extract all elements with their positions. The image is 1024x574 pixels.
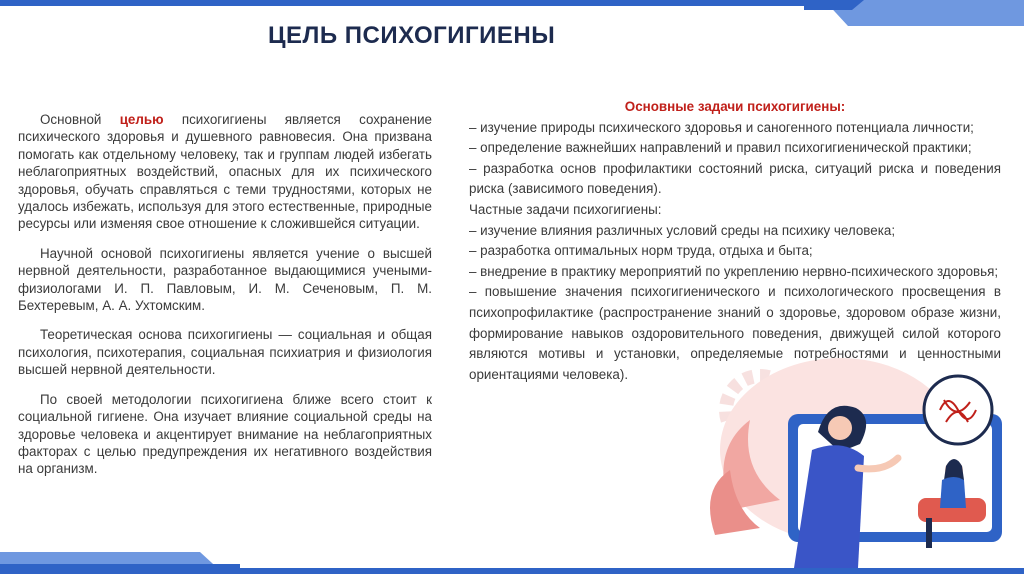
task-line: – повышение значения психогигиенического и психологического просвещения в психопрофилактике (распространение знаний о здоровье, здоровом образе жизни, формирование навыков оздоровительного поведения, движущей силой которого являются мотивы и установки, определяемые потребностями и ценностными ориентациями человека).: [469, 284, 1001, 382]
right-text-column: [469, 97, 1001, 385]
speech-bubble-icon: [924, 376, 992, 444]
task-line: – внедрение в практику мероприятий по укреплению нервно-психического здоровья;: [469, 263, 999, 279]
paragraph-goal: Основной целью психогигиены является сохранение психического здоровья и душевного равновесия. Она призвана помогать как отдельному человеку, так и группам людей избегать неблагоприятных воздействий, опасных для их психического здоровья, обучать справляться с теми трудностями, которых не удалось избежать, используя для этого естественные, природные ресурсы или изменяя свое отношение к сложившейся ситуации.: [18, 112, 432, 232]
highlight-goal-word: целью: [119, 112, 164, 127]
task-line: – изучение природы психического здоровья и саногенного потенциала личности;: [469, 119, 974, 135]
task-line: – разработка основ профилактики состояний риска, ситуаций риска и поведения риска (зависимого поведения).: [469, 160, 1001, 197]
paragraph-methodology: По своей методологии психогигиена ближе всего стоит к социальной гигиене. Она изучает влияние социальной среды на здоровье человека и акцентирует внимание на неблагоприятных факторах с целью предупреждения их негативного воздействия на организм.: [18, 391, 432, 477]
paragraph-scientific-basis: Научной основой психогигиены является учение о высшей нервной деятельности, разработанное выдающимися учеными-физиологами И. П. Павловым, И. М. Сеченовым, П. М. Бехтеревым, А. А. Ухтомским.: [18, 245, 432, 314]
task-line: – изучение влияния различных условий среды на психику человека;: [469, 222, 896, 238]
left-text-column: [18, 111, 432, 490]
tasks-heading: Основные задачи психогигиены:: [624, 99, 846, 114]
bottom-left-corner-decoration: [0, 552, 240, 574]
page-title: ЦЕЛЬ ПСИХОГИГИЕНЫ: [268, 22, 556, 49]
task-line: – разработка оптимальных норм труда, отдыха и быта;: [469, 243, 813, 259]
private-tasks-heading: Частные задачи психогигиены:: [469, 201, 662, 217]
paragraph-theoretical-basis: Теоретическая основа психогигиены — социальная и общая психология, психотерапия, социальная психиатрия и физиология высшей нервной деятельности.: [18, 327, 432, 378]
top-right-corner-decoration: [804, 0, 1024, 26]
task-line: – определение важнейших направлений и правил психогигиенической практики;: [469, 140, 972, 156]
